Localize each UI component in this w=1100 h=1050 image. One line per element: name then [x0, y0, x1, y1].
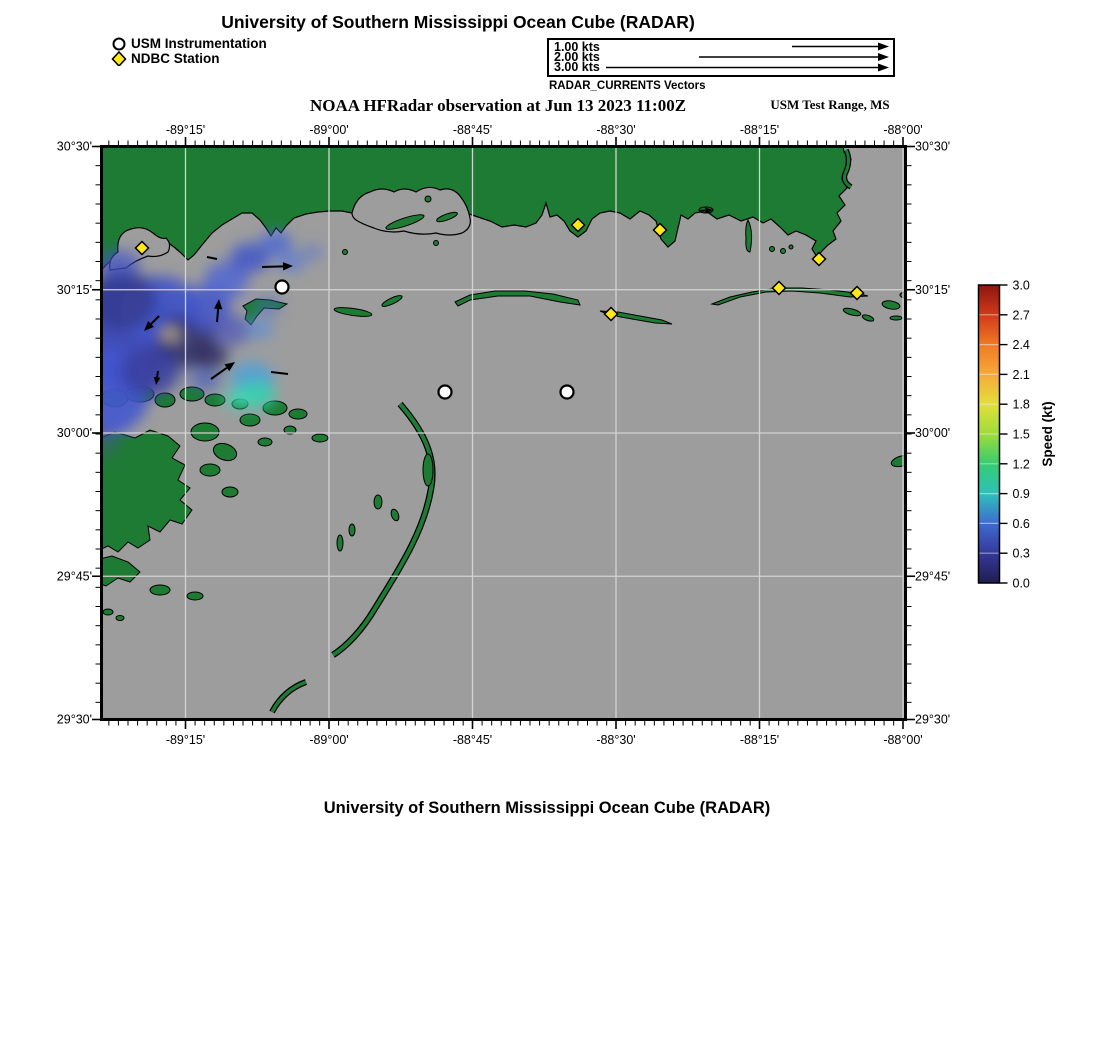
- current-vector-shaft: [217, 309, 218, 322]
- colorbar-tick-label: 0.3: [1012, 546, 1030, 561]
- colorbar: [979, 279, 1056, 591]
- colorbar-tick-label: 0.6: [1012, 516, 1030, 531]
- x-axis-label-top: -88°00': [883, 123, 923, 137]
- y-axis-label-right: 30°30': [915, 139, 951, 154]
- region-label: USM Test Range, MS: [770, 97, 890, 112]
- speed-blob: [193, 343, 229, 369]
- y-axis-label-left: 29°45': [56, 569, 92, 584]
- speed-blob: [160, 327, 180, 341]
- speed-blob: [301, 244, 323, 260]
- legend-label-usm: USM Instrumentation: [131, 36, 267, 51]
- speed-blob: [260, 231, 292, 255]
- colorbar-tick-label: 3.0: [1012, 278, 1030, 293]
- x-axis-label-top: -88°15': [739, 123, 780, 137]
- x-axis-label-top: -89°15': [165, 123, 206, 137]
- speed-blob: [224, 389, 252, 409]
- scale-row-1-label: 1.00 kts: [554, 40, 600, 54]
- colorbar-tick-label: 2.7: [1012, 308, 1030, 323]
- x-axis-label-bottom: -89°15': [165, 733, 206, 747]
- y-axis-label-left: 30°15': [56, 282, 92, 297]
- colorbar-tick-label: 0.9: [1012, 487, 1030, 502]
- footer-title: University of Southern Mississippi Ocean Cube (RADAR): [323, 799, 771, 817]
- colorbar-title: Speed (kt): [1040, 401, 1055, 467]
- y-axis-label-right: 29°30': [915, 712, 951, 727]
- usm-instrumentation-marker: [439, 386, 452, 399]
- colorbar-tick-label: 1.8: [1012, 397, 1030, 412]
- x-axis-label-top: -88°45': [452, 123, 493, 137]
- map-area: [58, 146, 914, 720]
- y-axis-label-left: 29°30': [56, 712, 92, 727]
- y-axis-label-left: 30°00': [56, 426, 92, 440]
- x-axis-label-bottom: -88°00': [883, 733, 923, 747]
- current-vector-shaft: [262, 266, 283, 267]
- speed-blob: [189, 368, 221, 392]
- vector-scale-caption: RADAR_CURRENTS Vectors: [549, 80, 706, 92]
- usm-instrumentation-marker: [561, 386, 574, 399]
- colorbar-tick-label: 2.1: [1012, 367, 1030, 382]
- y-axis-label-left: 30°30': [56, 139, 92, 154]
- usm-instrumentation-marker: [276, 281, 289, 294]
- legend-label-ndbc: NDBC Station: [131, 51, 220, 66]
- x-axis-label-bottom: -89°00': [309, 733, 349, 747]
- colorbar-tick-label: 1.5: [1012, 427, 1030, 442]
- speed-blob: [120, 348, 180, 396]
- x-axis-label-bottom: -88°15': [739, 733, 780, 747]
- x-axis-label-bottom: -88°45': [452, 733, 493, 747]
- speed-blob: [277, 252, 305, 272]
- x-axis-label-top: -88°30': [596, 123, 636, 137]
- colorbar-tick-label: 2.4: [1012, 338, 1030, 353]
- y-axis-label-right: 30°00': [915, 426, 951, 440]
- x-axis-label-bottom: -88°30': [596, 733, 636, 747]
- scale-row-2-label: 2.00 kts: [554, 50, 600, 64]
- speed-blob: [244, 318, 274, 340]
- y-axis-label-right: 30°15': [915, 282, 951, 297]
- current-vector-shaft: [157, 371, 158, 377]
- y-axis-label-right: 29°45': [915, 569, 951, 584]
- observation-subtitle: NOAA HFRadar observation at Jun 13 2023 11:00Z: [309, 96, 687, 115]
- scale-row-3-label: 3.00 kts: [554, 60, 600, 74]
- colorbar-ticks: [1000, 279, 1030, 591]
- speed-blob: [254, 296, 282, 316]
- page-title: University of Southern Mississippi Ocean Cube (RADAR): [221, 12, 695, 32]
- colorbar-tick-label: 0.0: [1012, 576, 1030, 591]
- colorbar-tick-label: 1.2: [1012, 457, 1030, 472]
- x-axis-label-top: -89°00': [309, 123, 349, 137]
